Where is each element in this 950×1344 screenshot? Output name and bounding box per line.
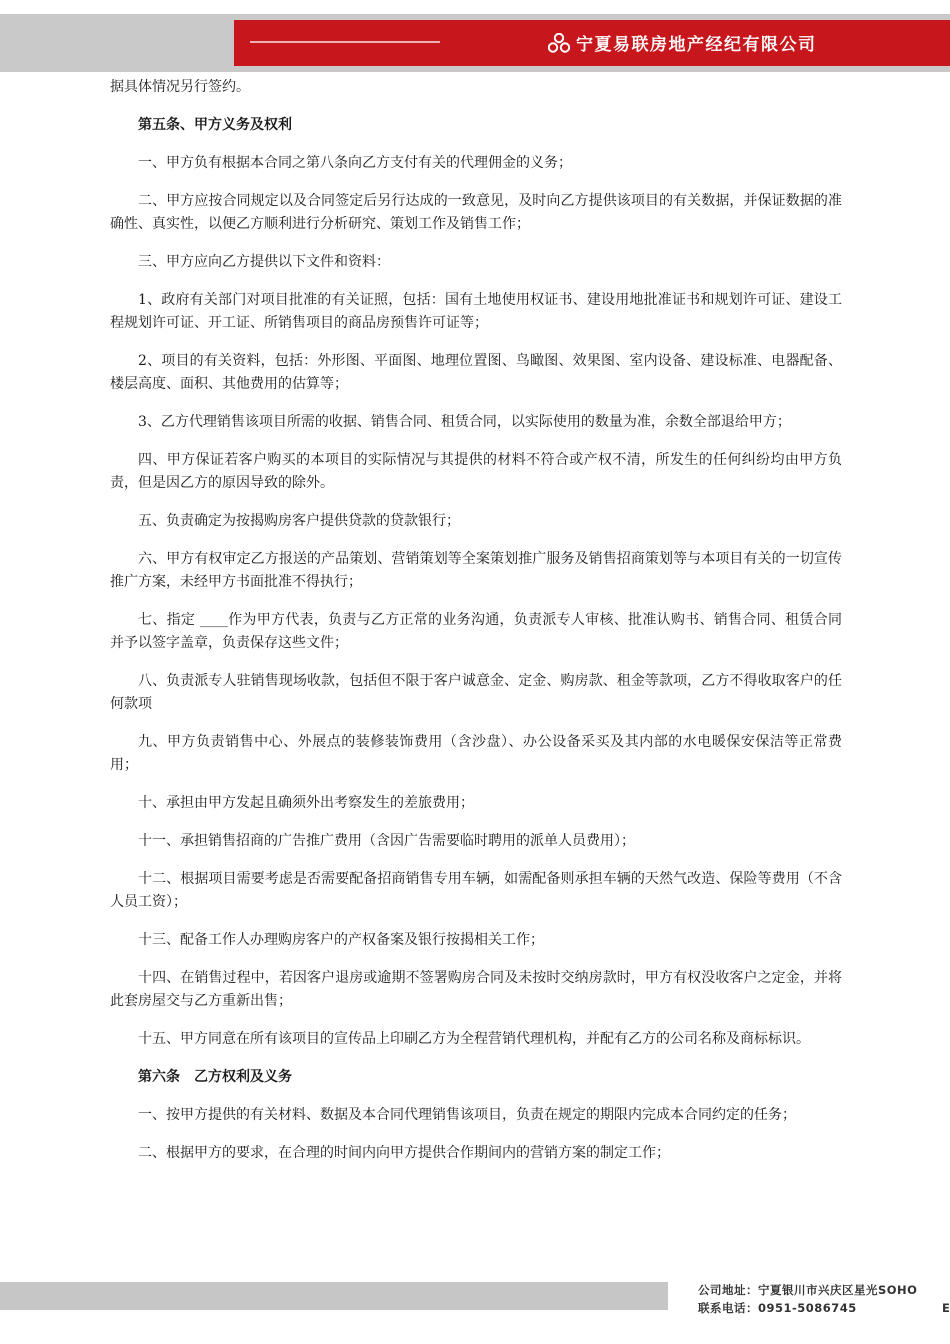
section-heading: 第五条、甲方义务及权利 (138, 117, 292, 133)
paragraph: 四、甲方保证若客户购买的本项目的实际情况与其提供的材料不符合或产权不清，所发生的任何纠纷均由甲方负责，但是因乙方的原因导致的除外。 (110, 452, 842, 491)
tri-circle-logo-icon (548, 33, 570, 53)
paragraph: 十三、配备工作人办理购房客户的产权备案及银行按揭相关工作； (138, 932, 544, 948)
paragraph: 六、甲方有权审定乙方报送的产品策划、营销策划等全案策划推广服务及销售招商策划等与本项目有关的一切宣传推广方案，未经甲方书面批准不得执行； (110, 551, 842, 590)
footer-edge-char: E (942, 1301, 950, 1315)
paragraph: 二、甲方应按合同规定以及合同签定后另行达成的一致意见，及时向乙方提供该项目的有关数据，并保证数据的准确性、真实性，以便乙方顺利进行分析研究、策划工作及销售工作； (110, 193, 842, 232)
paragraph: 据具体情况另行签约。 (110, 79, 250, 95)
paragraph: 2、项目的有关资料，包括：外形图、平面图、地理位置图、鸟瞰图、效果图、室内设备、建设标准、电器配备、楼层高度、面积、其他费用的估算等； (110, 353, 842, 392)
paragraph: 十、承担由甲方发起且确须外出考察发生的差旅费用； (138, 795, 474, 811)
paragraph: 1、政府有关部门对项目批准的有关证照，包括：国有土地使用权证书、建设用地批准证书和规划许可证、建设工程规划许可证、开工证、所销售项目的商品房预售许可证等； (110, 292, 842, 331)
paragraph: 十五、甲方同意在所有该项目的宣传品上印刷乙方为全程营销代理机构，并配有乙方的公司名称及商标标识。 (138, 1031, 810, 1047)
paragraph: 十二、根据项目需要考虑是否需要配备招商销售专用车辆，如需配备则承担车辆的天然气改造、保险等费用（不含人员工资）； (110, 871, 842, 910)
company-name: 宁夏易联房地产经纪有限公司 (576, 35, 817, 55)
document-body (110, 76, 842, 1180)
paragraph: 一、甲方负有根据本合同之第八条向乙方支付有关的代理佣金的义务； (138, 155, 572, 171)
paragraph: 七、指定 ____作为甲方代表，负责与乙方正常的业务沟通，负责派专人审核、批准认购书、销售合同、租赁合同并予以签字盖章，负责保存这些文件； (110, 612, 842, 651)
paragraph: 三、甲方应向乙方提供以下文件和资料： (138, 254, 390, 270)
paragraph: 九、甲方负责销售中心、外展点的装修装饰费用（含沙盘）、办公设备采买及其内部的水电暖保安保洁等正常费用； (110, 734, 842, 773)
paragraph: 十一、承担销售招商的广告推广费用（含因广告需要临时聘用的派单人员费用）； (138, 833, 635, 849)
paragraph: 十四、在销售过程中，若因客户退房或逾期不签署购房合同及未按时交纳房款时，甲方有权没收客户之定金，并将此套房屋交与乙方重新出售； (110, 970, 842, 1009)
footer-gray-band (0, 1282, 668, 1310)
header-divider-line (250, 41, 440, 43)
paragraph: 一、按甲方提供的有关材料、数据及本合同代理销售该项目，负责在规定的期限内完成本合同约定的任务； (138, 1107, 796, 1123)
footer-address: 公司地址：宁夏银川市兴庆区星光SOHO (698, 1283, 918, 1297)
paragraph: 3、乙方代理销售该项目所需的收据、销售合同、租赁合同，以实际使用的数量为准，余数全部退给甲方； (138, 414, 791, 430)
footer-phone: 联系电话：0951-5086745 (698, 1301, 857, 1315)
paragraph: 五、负责确定为按揭购房客户提供贷款的贷款银行； (138, 513, 460, 529)
footer-contact (698, 1281, 917, 1317)
paragraph: 八、负责派专人驻销售现场收款，包括但不限于客户诚意金、定金、购房款、租金等款项，乙方不得收取客户的任何款项 (110, 673, 842, 712)
paragraph: 二、根据甲方的要求，在合理的时间内向甲方提供合作期间内的营销方案的制定工作； (138, 1145, 670, 1161)
section-heading: 第六条 乙方权利及义务 (138, 1069, 292, 1085)
